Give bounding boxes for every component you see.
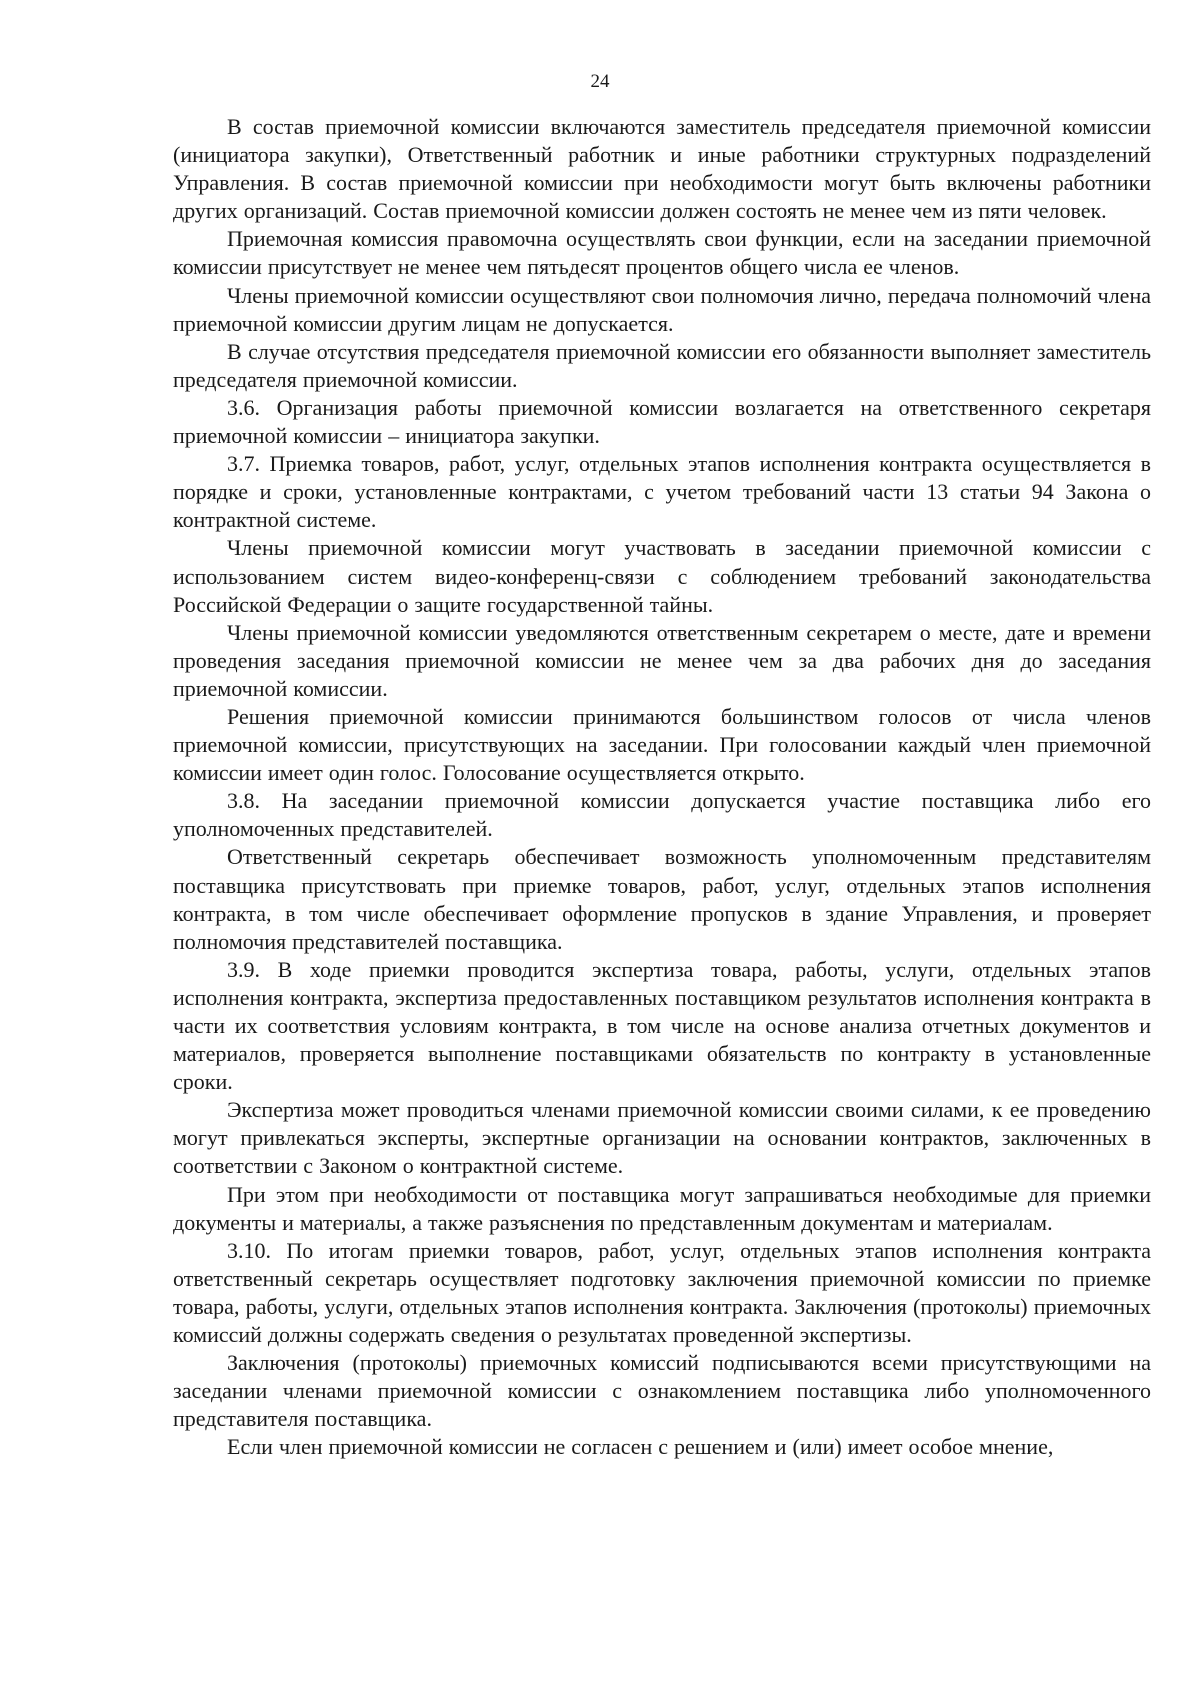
paragraph-notification: Члены приемочной комиссии уведомляются ответственным секретарем о месте, дате и времени проведения заседания приемочной комиссии не менее чем за два рабочих дня до заседания приемочной комиссии.: [173, 619, 1151, 701]
document-body: [173, 113, 1151, 1462]
paragraph-supplier-access: Ответственный секретарь обеспечивает возможность уполномоченным представителям поставщика присутствовать при приемке товаров, работ, услуг, отдельных этапов исполнения контракта, в том числе обеспечивает оформление пропусков в здание Управления, и проверяет полномочия представителей поставщика.: [173, 844, 1151, 954]
paragraph-quorum: Приемочная комиссия правомочна осуществлять свои функции, если на заседании приемочной комиссии присутствует не менее чем пятьдесят процентов общего числа ее членов.: [173, 226, 1151, 280]
paragraph-chair-absence: В случае отсутствия председателя приемочной комиссии его обязанности выполняет заместитель председателя приемочной комиссии.: [173, 338, 1151, 392]
page-number: 24: [590, 71, 610, 92]
paragraph-3-8: 3.8. На заседании приемочной комиссии допускается участие поставщика либо его уполномоченных представителей.: [173, 788, 1151, 842]
paragraph-signing: Заключения (протоколы) приемочных комиссий подписываются всеми присутствующими на заседании членами приемочной комиссии с ознакомлением поставщика либо уполномоченного представителя поставщика.: [173, 1350, 1151, 1432]
paragraph-video-conference: Члены приемочной комиссии могут участвовать в заседании приемочной комиссии с использованием систем видео-конференц-связи с соблюдением требований законодательства Российской Федерации о защите государственной тайны.: [173, 535, 1151, 617]
paragraph-personal-powers: Члены приемочной комиссии осуществляют свои полномочия лично, передача полномочий члена приемочной комиссии другим лицам не допускается.: [173, 282, 1151, 336]
paragraph-commission-composition: В состав приемочной комиссии включаются заместитель председателя приемочной комиссии (инициатора закупки), Ответственный работник и иные работники структурных подразделений Управления. В состав приемочной комиссии при необходимости могут быть включены работники других организаций. Состав приемочной комиссии должен состоять не менее чем из пяти человек.: [173, 114, 1151, 224]
paragraph-3-6: 3.6. Организация работы приемочной комиссии возлагается на ответственного секретаря приемочной комиссии – инициатора закупки.: [173, 394, 1151, 449]
paragraph-dissent: Если член приемочной комиссии не согласен с решением и (или) имеет особое мнение,: [227, 1434, 1054, 1460]
paragraph-3-7: 3.7. Приемка товаров, работ, услуг, отдельных этапов исполнения контракта осуществляется в порядке и сроки, установленные контрактами, с учетом требований части 13 статьи 94 Закона о контрактной системе.: [173, 451, 1151, 533]
paragraph-documents-request: При этом при необходимости от поставщика могут запрашиваться необходимые для приемки документы и материалы, а также разъяснения по представленным документам и материалам.: [173, 1181, 1151, 1235]
paragraph-voting: Решения приемочной комиссии принимаются большинством голосов от числа членов приемочной комиссии, присутствующих на заседании. При голосовании каждый член приемочной комиссии имеет один голос. Голосование осуществляется открыто.: [173, 703, 1151, 786]
paragraph-expertise: Экспертиза может проводиться членами приемочной комиссии своими силами, к ее проведению могут привлекаться эксперты, экспертные организации на основании контрактов, заключенных в соответствии с Законом о контрактной системе.: [173, 1097, 1151, 1179]
paragraph-3-10: 3.10. По итогам приемки товаров, работ, услуг, отдельных этапов исполнения контракта ответственный секретарь осуществляет подготовку заключения приемочной комиссии по приемке товара, работы, услуги, отдельных этапов исполнения контракта. Заключения (протоколы) приемочных комиссий должны содержать сведения о результатах проведенной экспертизы.: [173, 1237, 1151, 1348]
paragraph-3-9: 3.9. В ходе приемки проводится экспертиза товара, работы, услуги, отдельных этапов исполнения контракта, экспертиза предоставленных поставщиком результатов исполнения контракта в части их соответствия условиям контракта, в том числе на основе анализа отчетных документов и материалов, проверяется выполнение поставщиками обязательств по контракту в установленные сроки.: [173, 956, 1151, 1095]
